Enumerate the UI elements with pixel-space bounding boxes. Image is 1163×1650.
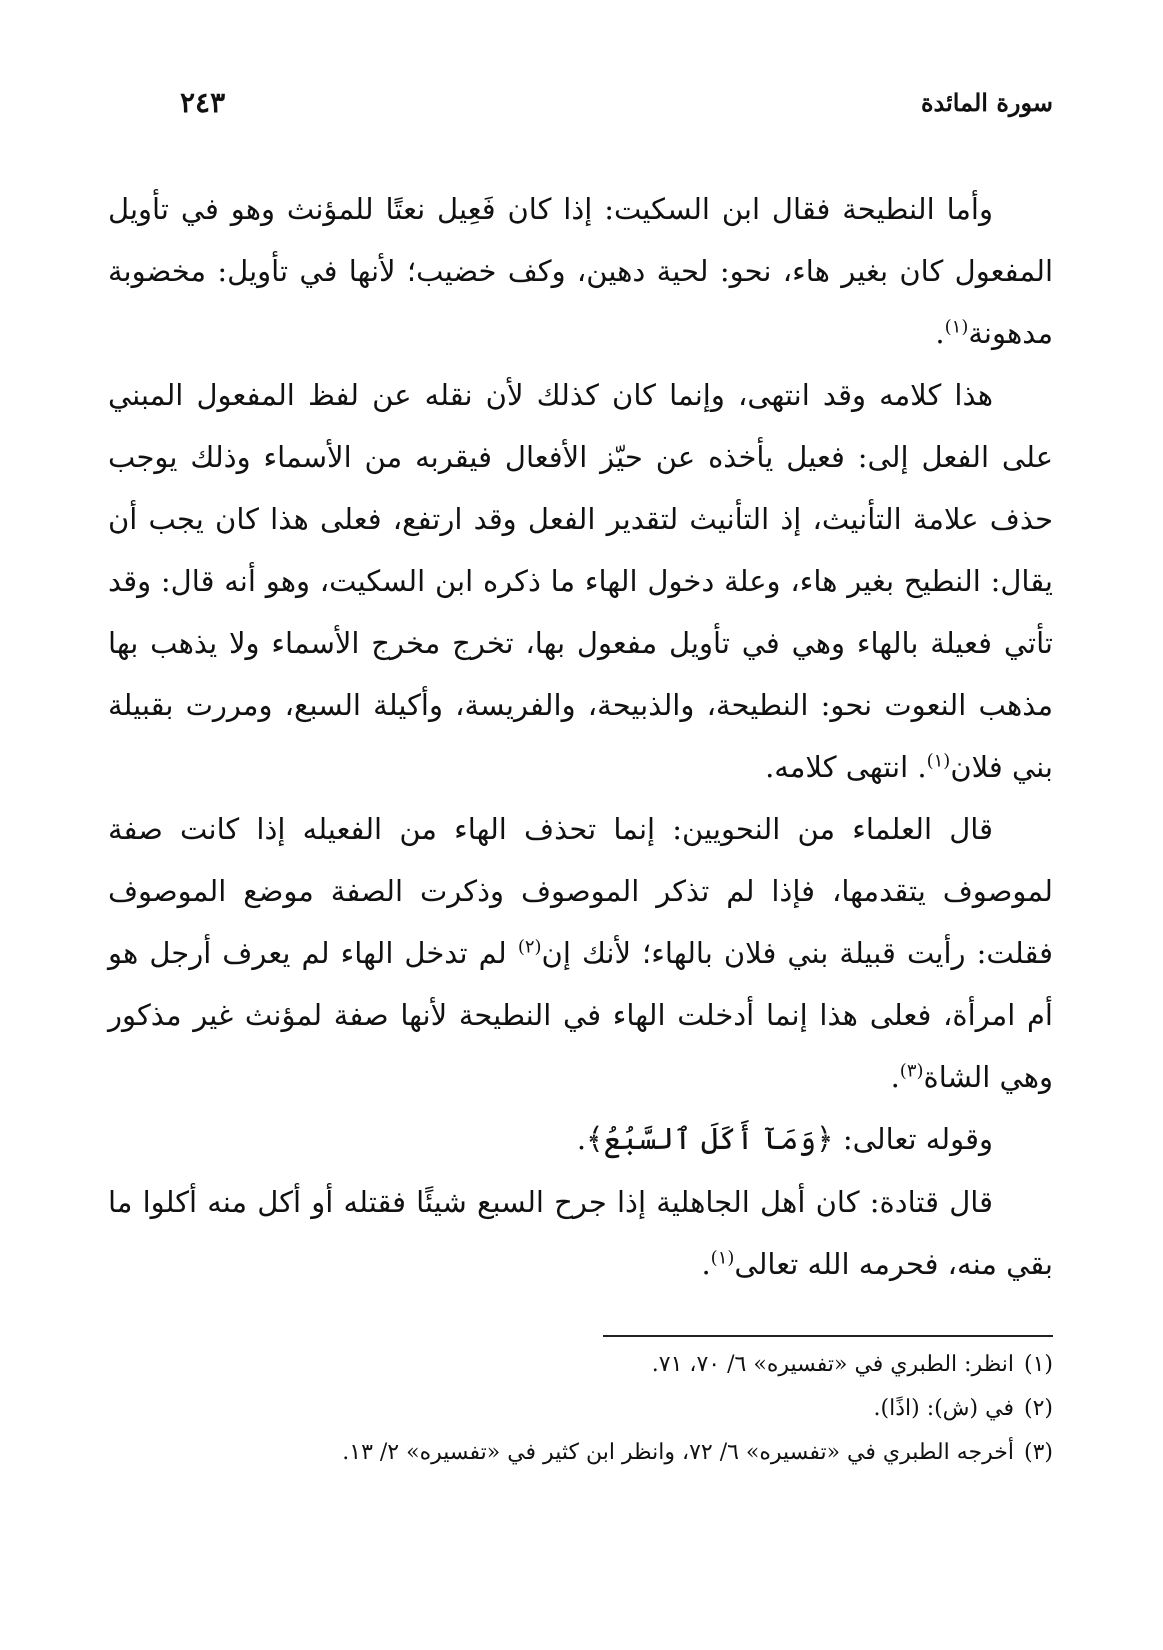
footnote-3 [108,1431,1053,1475]
paragraph-text: قال قتادة: كان أهل الجاهلية إذا جرح السبع شيئًا فقتله أو أكل منه أكلوا ما بقي منه، فحرمه الله تعالى [108,1185,1053,1281]
footnote-reference: (١) [944,316,969,338]
paragraph-tail: . [935,316,945,350]
footnote-reference: (٢) [517,936,542,958]
running-title: سورة المائدة [920,88,1053,117]
footnote-number: (١) [1023,1352,1053,1377]
page-number: ٢٤٣ [180,86,226,119]
paragraph-2 [108,364,1053,798]
paragraph-5 [108,1171,1053,1295]
paragraph-tail: لم تدخل الهاء لم يعرف أرجل هو أم امرأة، فعلى هذا إنما أدخلت الهاء في النطيحة لأنها صفة لمؤنث غير مذكور وهي الشاة [108,936,1053,1094]
page-header [110,88,1053,136]
footnote-2 [108,1387,1053,1431]
paragraph-tail: . [890,1060,900,1094]
paragraph-tail: . [701,1247,711,1281]
footnotes [108,1335,1053,1475]
footnote-number: (٢) [1023,1396,1053,1421]
footnote-reference: (٣) [899,1060,924,1082]
paragraph-3 [108,798,1053,1108]
footnote-reference: (١) [926,750,951,772]
paragraph-tail: . [576,1122,587,1156]
footnote-text: انظر: الطبري في «تفسيره» ٦/ ٧٠، ٧١. [651,1352,1014,1377]
paragraph-tail: . انتهى كلامه. [765,750,927,784]
paragraph-1 [108,178,1053,364]
quran-verse: ﴿وَمَآ أَكَلَ ٱلسَّبُعُ﴾ [586,1122,834,1157]
paragraph-text: وأما النطيحة فقال ابن السكيت: إذا كان فَعِيل نعتًا للمؤنث وهو في تأويل المفعول كان بغير هاء، نحو: لحية دهين، وكف خضيب؛ لأنها في تأويل: مخضوبة مدهونة [108,192,1053,350]
paragraph-text: قال العلماء من النحويين: إنما تحذف الهاء من الفعيله إذا كانت صفة لموصوف يتقدمها، فإذا لم تذكر الموصوف وذكرت الصفة موضع الموصوف فقلت: رأيت قبيلة بني فلان بالهاء؛ لأنك إن [108,812,1053,970]
main-text [108,178,1053,1295]
paragraph-text: هذا كلامه وقد انتهى، وإنما كان كذلك لأن نقله عن لفظ المفعول المبني على الفعل إلى: فعيل يأخذه عن حيّز الأفعال فيقربه من الأسماء وذلك يوجب حذف علامة التأنيث، إذ التأنيث لتقدير الفعل وقد ارتفع، فعلى هذا كان يجب أن يقال: النطيح بغير هاء، وعلة دخول الهاء ما ذكره ابن السكيت، وهو أنه قال: وقد تأتي فعيلة بالهاء وهي في تأويل مفعول بها، تخرج مخرج الأسماء ولا يذهب بها مذهب النعوت نحو: النطيحة، والذبيحة، والفريسة، وأكيلة السبع، ومررت بقبيلة بني فلان [108,378,1053,784]
paragraph-4 [108,1108,1053,1171]
footnote-1 [108,1343,1053,1387]
footnote-text: في (ش): (اذًا). [873,1396,1014,1421]
paragraph-text: وقوله تعالى: [833,1122,993,1156]
footnote-text: أخرجه الطبري في «تفسيره» ٦/ ٧٢، وانظر ابن كثير في «تفسيره» ٢/ ١٣. [342,1440,1014,1465]
footnote-divider [603,1335,1053,1337]
footnote-number: (٣) [1023,1440,1053,1465]
footnote-reference: (١) [710,1247,735,1269]
